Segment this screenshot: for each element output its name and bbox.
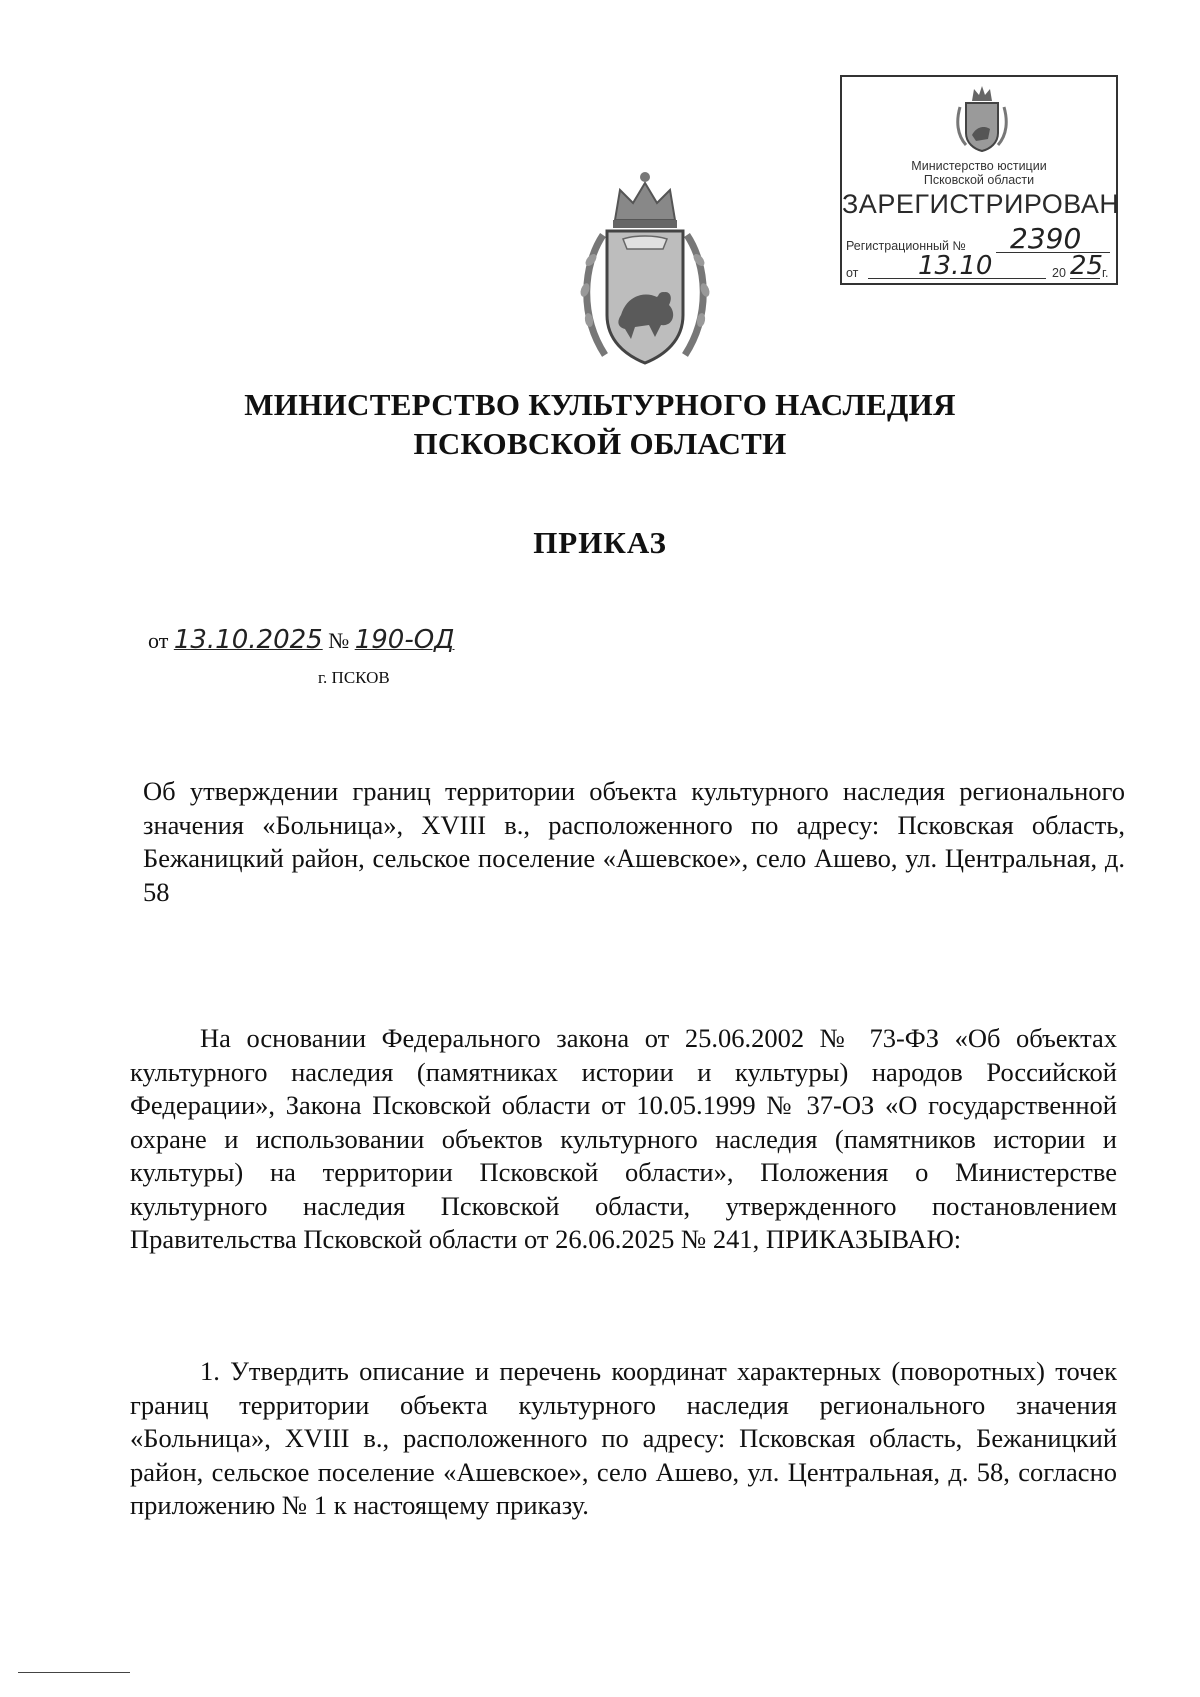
- date-prefix: от: [148, 628, 169, 653]
- organization-name: [200, 385, 1000, 463]
- document-number: 190-ОД: [354, 625, 455, 655]
- footnote-divider: [18, 1672, 130, 1673]
- stamp-reg-number: 2390: [1010, 222, 1082, 255]
- document-type: ПРИКАЗ: [533, 525, 667, 560]
- document-city: г. ПСКОВ: [318, 668, 390, 687]
- document-date-number: [148, 625, 455, 655]
- stamp-date-row: [846, 251, 1110, 281]
- organization-name-line1: МИНИСТЕРСТВО КУЛЬТУРНОГО НАСЛЕДИЯ: [244, 387, 956, 422]
- stamp-year-suffix: г.: [1102, 266, 1109, 280]
- stamp-reg-label: Регистрационный №: [846, 239, 966, 253]
- coat-of-arms-emblem: [565, 165, 725, 375]
- document-preamble: На основании Федерального закона от 25.06.2002 № 73-ФЗ «Об объектах культурного наследия (памятниках истории и культуры) народов Российской Федерации», Закона Псковской области от 10.05.1999 № 37-ОЗ «О государственной охране и использовании объектов культурного наследия (памятников истории и культуры) на территории Псковской области», Положения о Министерстве культурного наследия Псковской области, утвержденного постановлением Правительства Псковской области от 26.06.2025 № 241, ПРИКАЗЫВАЮ:: [130, 1023, 1117, 1254]
- stamp-emblem-icon: [954, 83, 1010, 153]
- document-title: Об утверждении границ территории объекта культурного наследия регионального значения «Больница», XVIII в., расположенного по адресу: Псковская область, Бежаницкий район, сельское поселение «Ашевское», село Ашево, ул. Центральная, д. 58: [143, 776, 1125, 907]
- document-date: 13.10.2025: [173, 625, 323, 655]
- stamp-ministry-line2: Псковской области: [923, 173, 1035, 187]
- stamp-ministry-name: [842, 159, 1116, 187]
- stamp-date-label: от: [846, 266, 859, 280]
- stamp-year-value: 25: [1070, 251, 1104, 281]
- stamp-year-prefix: 20: [1052, 266, 1066, 280]
- organization-name-line2: ПСКОВСКОЙ ОБЛАСТИ: [413, 426, 787, 461]
- stamp-ministry-line1: Министерство юстиции: [911, 159, 1047, 173]
- stamp-status: ЗАРЕГИСТРИРОВАН: [842, 189, 1120, 219]
- stamp-date-value: 13.10: [918, 251, 993, 281]
- number-prefix: №: [328, 628, 350, 653]
- order-item-1: 1. Утвердить описание и перечень координат характерных (поворотных) точек границ территории объекта культурного наследия регионального значения «Больница», XVIII в., расположенного по адресу: Псковская область, Бежаницкий район, сельское поселение «Ашевское», село Ашево, ул. Центральная, д. 58, согласно приложению № 1 к настоящему приказу.: [130, 1356, 1117, 1520]
- registration-stamp: [840, 75, 1118, 285]
